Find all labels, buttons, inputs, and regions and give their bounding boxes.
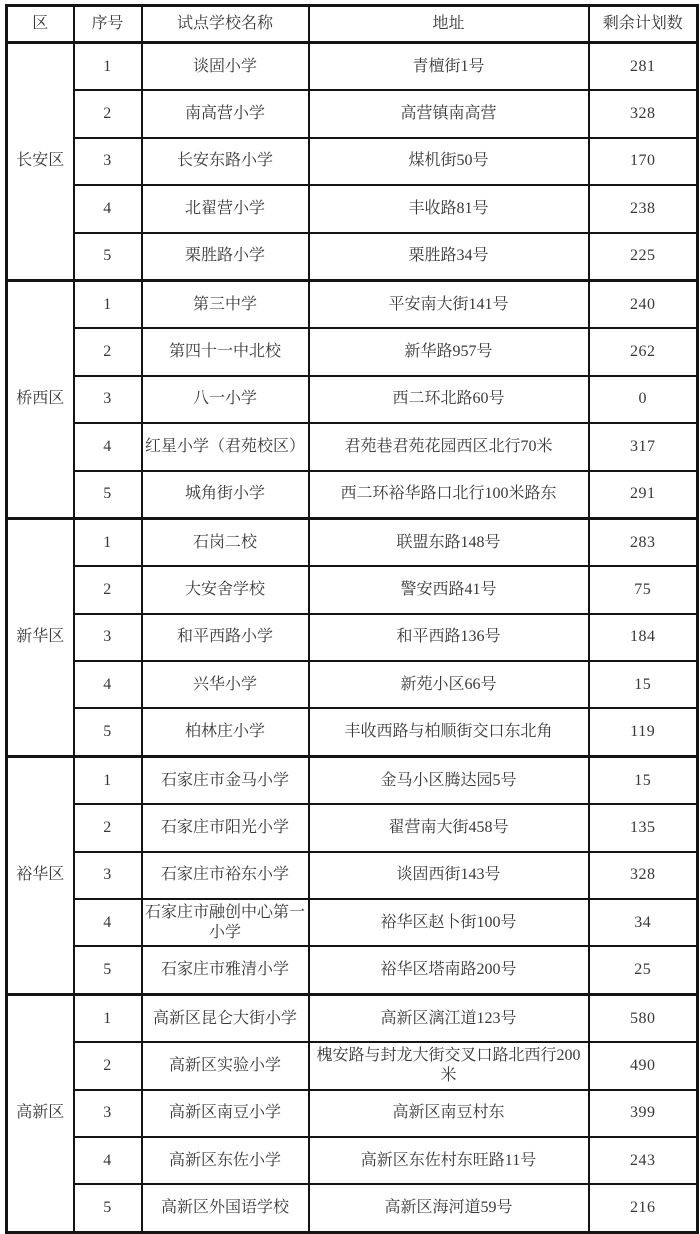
remaining-count-cell: 283 — [589, 518, 698, 566]
table-row — [7, 518, 698, 566]
seq-cell: 1 — [74, 756, 142, 804]
address-cell: 警安西路41号 — [309, 566, 589, 613]
table-row — [7, 328, 698, 375]
remaining-count-cell: 240 — [589, 280, 698, 328]
address-cell: 金马小区腾达园5号 — [309, 756, 589, 804]
table-row — [7, 1090, 698, 1137]
seq-cell: 3 — [74, 138, 142, 185]
school-name-cell: 高新区实验小学 — [142, 1042, 309, 1089]
seq-cell: 3 — [74, 852, 142, 899]
remaining-count-cell: 291 — [589, 471, 698, 519]
remaining-count-cell: 262 — [589, 328, 698, 375]
address-cell: 高新区东佐村东旺路11号 — [309, 1137, 589, 1184]
seq-cell: 2 — [74, 566, 142, 613]
seq-cell: 5 — [74, 233, 142, 281]
table-row — [7, 566, 698, 613]
seq-cell: 5 — [74, 708, 142, 756]
district-cell: 新华区 — [7, 518, 74, 756]
address-cell: 君苑巷君苑花园西区北行70米 — [309, 423, 589, 470]
remaining-count-cell: 281 — [589, 43, 698, 91]
table-row — [7, 1042, 698, 1089]
table-row — [7, 661, 698, 708]
remaining-count-cell: 75 — [589, 566, 698, 613]
address-cell: 平安南大街141号 — [309, 280, 589, 328]
address-cell: 裕华区赵卜街100号 — [309, 899, 589, 946]
school-name-cell: 石家庄市金马小学 — [142, 756, 309, 804]
school-name-cell: 兴华小学 — [142, 661, 309, 708]
district-cell: 桥西区 — [7, 280, 74, 518]
remaining-count-cell: 15 — [589, 756, 698, 804]
remaining-count-cell: 328 — [589, 90, 698, 137]
school-name-cell: 高新区南豆小学 — [142, 1090, 309, 1137]
district-cell: 长安区 — [7, 43, 74, 281]
address-cell: 新苑小区66号 — [309, 661, 589, 708]
table-body — [7, 43, 698, 1233]
seq-cell: 1 — [74, 518, 142, 566]
remaining-count-cell: 0 — [589, 376, 698, 423]
remaining-count-cell: 317 — [589, 423, 698, 470]
header-row — [7, 6, 698, 43]
remaining-count-cell: 184 — [589, 614, 698, 661]
table-row — [7, 804, 698, 851]
pilot-schools-table — [5, 4, 699, 1234]
school-name-cell: 第四十一中北校 — [142, 328, 309, 375]
remaining-count-cell: 225 — [589, 233, 698, 281]
remaining-count-cell: 119 — [589, 708, 698, 756]
seq-cell: 4 — [74, 423, 142, 470]
remaining-count-cell: 328 — [589, 852, 698, 899]
address-cell: 青檀街1号 — [309, 43, 589, 91]
school-name-cell: 大安舍学校 — [142, 566, 309, 613]
table-row — [7, 376, 698, 423]
seq-cell: 5 — [74, 1184, 142, 1232]
address-cell: 栗胜路34号 — [309, 233, 589, 281]
address-cell: 新华路957号 — [309, 328, 589, 375]
school-name-cell: 第三中学 — [142, 280, 309, 328]
address-cell: 谈固西街143号 — [309, 852, 589, 899]
seq-cell: 2 — [74, 1042, 142, 1089]
table-row — [7, 90, 698, 137]
table-row — [7, 471, 698, 519]
school-name-cell: 北翟营小学 — [142, 185, 309, 232]
address-cell: 高新区南豆村东 — [309, 1090, 589, 1137]
remaining-count-cell: 15 — [589, 661, 698, 708]
table-row — [7, 138, 698, 185]
remaining-count-cell: 243 — [589, 1137, 698, 1184]
remaining-count-cell: 399 — [589, 1090, 698, 1137]
table-row — [7, 756, 698, 804]
school-name-cell: 高新区昆仑大街小学 — [142, 994, 309, 1042]
table-row — [7, 1184, 698, 1232]
table-row — [7, 1137, 698, 1184]
seq-cell: 2 — [74, 328, 142, 375]
address-cell: 联盟东路148号 — [309, 518, 589, 566]
seq-cell: 4 — [74, 899, 142, 946]
header-cell-no: 序号 — [74, 6, 142, 43]
school-name-cell: 南高营小学 — [142, 90, 309, 137]
seq-cell: 1 — [74, 43, 142, 91]
school-name-cell: 城角街小学 — [142, 471, 309, 519]
table-row — [7, 614, 698, 661]
address-cell: 翟营南大街458号 — [309, 804, 589, 851]
table-row — [7, 946, 698, 994]
seq-cell: 3 — [74, 614, 142, 661]
table-row — [7, 994, 698, 1042]
remaining-count-cell: 490 — [589, 1042, 698, 1089]
seq-cell: 1 — [74, 994, 142, 1042]
school-name-cell: 石岗二校 — [142, 518, 309, 566]
address-cell: 槐安路与封龙大街交叉口路北西行200米 — [309, 1042, 589, 1089]
remaining-count-cell: 170 — [589, 138, 698, 185]
school-name-cell: 长安东路小学 — [142, 138, 309, 185]
address-cell: 西二环北路60号 — [309, 376, 589, 423]
seq-cell: 4 — [74, 185, 142, 232]
district-cell: 高新区 — [7, 994, 74, 1232]
district-cell: 裕华区 — [7, 756, 74, 994]
table-row — [7, 233, 698, 281]
table-row — [7, 280, 698, 328]
header-cell-school: 试点学校名称 — [142, 6, 309, 43]
table-header — [7, 6, 698, 43]
seq-cell: 5 — [74, 471, 142, 519]
school-name-cell: 石家庄市融创中心第一小学 — [142, 899, 309, 946]
school-name-cell: 栗胜路小学 — [142, 233, 309, 281]
address-cell: 裕华区塔南路200号 — [309, 946, 589, 994]
table-row — [7, 852, 698, 899]
address-cell: 煤机街50号 — [309, 138, 589, 185]
seq-cell: 4 — [74, 1137, 142, 1184]
header-cell-address: 地址 — [309, 6, 589, 43]
header-cell-district: 区 — [7, 6, 74, 43]
school-name-cell: 高新区外国语学校 — [142, 1184, 309, 1232]
address-cell: 高营镇南高营 — [309, 90, 589, 137]
remaining-count-cell: 34 — [589, 899, 698, 946]
table-row — [7, 423, 698, 470]
table-row — [7, 899, 698, 946]
remaining-count-cell: 216 — [589, 1184, 698, 1232]
table-row — [7, 708, 698, 756]
remaining-count-cell: 135 — [589, 804, 698, 851]
seq-cell: 2 — [74, 804, 142, 851]
school-name-cell: 高新区东佐小学 — [142, 1137, 309, 1184]
school-name-cell: 和平西路小学 — [142, 614, 309, 661]
address-cell: 丰收路81号 — [309, 185, 589, 232]
remaining-count-cell: 238 — [589, 185, 698, 232]
header-cell-remaining: 剩余计划数 — [589, 6, 698, 43]
school-name-cell: 谈固小学 — [142, 43, 309, 91]
school-name-cell: 柏林庄小学 — [142, 708, 309, 756]
school-name-cell: 红星小学（君苑校区） — [142, 423, 309, 470]
seq-cell: 4 — [74, 661, 142, 708]
address-cell: 和平西路136号 — [309, 614, 589, 661]
seq-cell: 1 — [74, 280, 142, 328]
school-name-cell: 石家庄市雅清小学 — [142, 946, 309, 994]
address-cell: 丰收西路与柏顺街交口东北角 — [309, 708, 589, 756]
address-cell: 高新区海河道59号 — [309, 1184, 589, 1232]
school-name-cell: 八一小学 — [142, 376, 309, 423]
address-cell: 西二环裕华路口北行100米路东 — [309, 471, 589, 519]
seq-cell: 5 — [74, 946, 142, 994]
address-cell: 高新区漓江道123号 — [309, 994, 589, 1042]
seq-cell: 2 — [74, 90, 142, 137]
school-name-cell: 石家庄市裕东小学 — [142, 852, 309, 899]
remaining-count-cell: 25 — [589, 946, 698, 994]
seq-cell: 3 — [74, 1090, 142, 1137]
table-row — [7, 185, 698, 232]
school-name-cell: 石家庄市阳光小学 — [142, 804, 309, 851]
seq-cell: 3 — [74, 376, 142, 423]
remaining-count-cell: 580 — [589, 994, 698, 1042]
table-row — [7, 43, 698, 91]
